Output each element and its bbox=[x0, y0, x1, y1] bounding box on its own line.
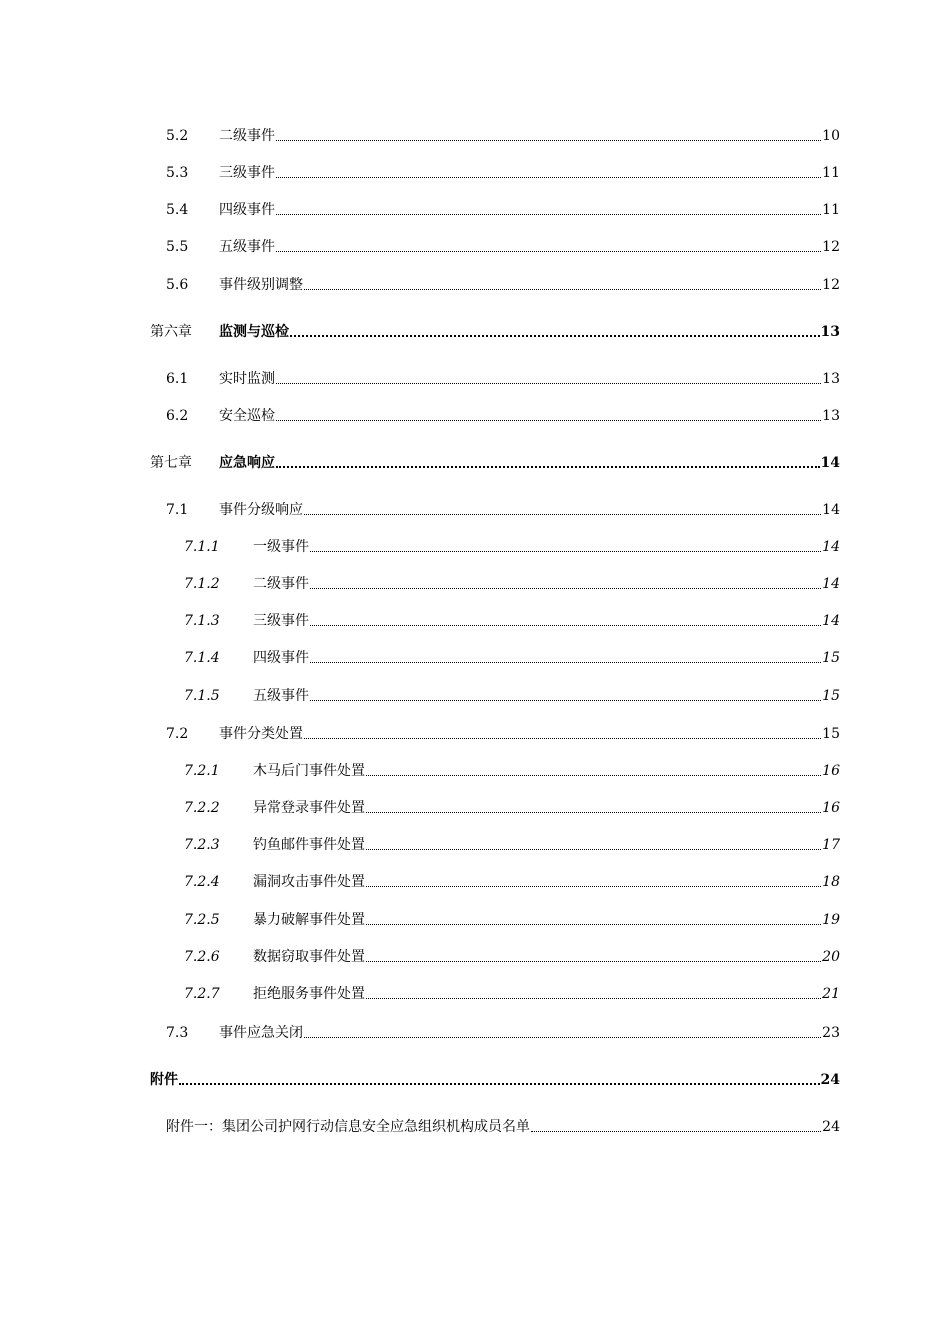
toc-entry-number: 7.1.1 bbox=[184, 539, 220, 555]
dot-leader bbox=[366, 848, 821, 850]
toc-entry[interactable] bbox=[166, 501, 840, 519]
toc-entry-number: 5.4 bbox=[166, 202, 189, 218]
dot-leader bbox=[366, 923, 821, 925]
toc-entry-title: 三级事件 bbox=[219, 165, 275, 181]
toc-entry-title: 应急响应 bbox=[219, 455, 275, 471]
toc-entry-title: 暴力破解事件处置 bbox=[253, 912, 365, 928]
toc-entry-number: 7.2.4 bbox=[184, 874, 220, 890]
toc-entry-page: 16 bbox=[822, 763, 840, 779]
toc-entry-page: 11 bbox=[822, 202, 840, 218]
toc-entry-page: 14 bbox=[822, 613, 840, 629]
toc-entry-number: 7.2.7 bbox=[184, 986, 220, 1002]
toc-entry-number: 7.3 bbox=[166, 1025, 189, 1041]
toc-entry[interactable] bbox=[166, 276, 840, 294]
toc-entry-title: 异常登录事件处置 bbox=[253, 800, 365, 816]
toc-entry[interactable] bbox=[150, 323, 840, 341]
toc-entry-title: 二级事件 bbox=[253, 576, 309, 592]
toc-entry-number: 7.1.3 bbox=[184, 613, 220, 629]
toc-entry-number: 7.2.1 bbox=[184, 763, 220, 779]
toc-entry[interactable] bbox=[184, 836, 840, 854]
dot-leader bbox=[304, 737, 821, 739]
toc-entry-page: 10 bbox=[822, 128, 840, 144]
toc-entry[interactable] bbox=[184, 873, 840, 891]
toc-entry-page: 13 bbox=[822, 408, 840, 424]
toc-entry-number: 7.2.6 bbox=[184, 949, 220, 965]
toc-entry[interactable] bbox=[184, 575, 840, 593]
dot-leader bbox=[290, 334, 820, 337]
dot-leader bbox=[531, 1130, 821, 1132]
toc-entry[interactable] bbox=[184, 911, 840, 929]
toc-entry[interactable] bbox=[184, 538, 840, 556]
toc-entry[interactable] bbox=[184, 649, 840, 667]
toc-entry[interactable] bbox=[184, 687, 840, 705]
dot-leader bbox=[304, 1036, 821, 1038]
dot-leader bbox=[304, 513, 821, 515]
toc-entry-page: 24 bbox=[820, 1072, 840, 1088]
dot-leader bbox=[276, 419, 821, 421]
toc-entry-page: 14 bbox=[822, 539, 840, 555]
toc-entry-page: 14 bbox=[822, 576, 840, 592]
toc-entry-title: 三级事件 bbox=[253, 613, 309, 629]
toc-entry-number: 7.1.2 bbox=[184, 576, 220, 592]
toc-entry-number: 7.2.5 bbox=[184, 912, 220, 928]
toc-entry-title: 安全巡检 bbox=[219, 408, 275, 424]
toc-entry[interactable] bbox=[184, 948, 840, 966]
toc-entry-number: 7.2 bbox=[166, 726, 189, 742]
toc-entry-title: 一级事件 bbox=[253, 539, 309, 555]
toc-entry-title: 漏洞攻击事件处置 bbox=[253, 874, 365, 890]
dot-leader bbox=[276, 465, 820, 468]
toc-entry-page: 20 bbox=[822, 949, 840, 965]
toc-entry-page: 21 bbox=[822, 986, 840, 1002]
toc-entry-page: 15 bbox=[822, 726, 840, 742]
toc-entry-number: 第七章 bbox=[150, 455, 192, 471]
toc-entry-number: 5.3 bbox=[166, 165, 189, 181]
toc-entry[interactable] bbox=[166, 238, 840, 256]
toc-entry-title: 事件分类处置 bbox=[219, 726, 303, 742]
toc-entry-number: 7.2.3 bbox=[184, 837, 220, 853]
dot-leader bbox=[276, 382, 821, 384]
toc-entry-number: 第六章 bbox=[150, 324, 192, 340]
toc-entry-title: 二级事件 bbox=[219, 128, 275, 144]
dot-leader bbox=[276, 213, 821, 215]
dot-leader bbox=[366, 885, 821, 887]
dot-leader bbox=[310, 550, 821, 552]
toc-entry[interactable] bbox=[166, 1118, 840, 1136]
dot-leader bbox=[366, 774, 821, 776]
toc-entry-number: 7.1.4 bbox=[184, 650, 220, 666]
toc-entry[interactable] bbox=[150, 1071, 840, 1089]
toc-entry-page: 11 bbox=[822, 165, 840, 181]
toc-entry-title: 钓鱼邮件事件处置 bbox=[253, 837, 365, 853]
toc-entry-number: 7.1 bbox=[166, 502, 189, 518]
dot-leader bbox=[366, 811, 821, 813]
toc-entry[interactable] bbox=[166, 127, 840, 145]
toc-entry[interactable] bbox=[166, 1024, 840, 1042]
toc-entry[interactable] bbox=[166, 164, 840, 182]
toc-entry[interactable] bbox=[150, 454, 840, 472]
toc-entry-title: 五级事件 bbox=[253, 688, 309, 704]
toc-entry-number: 5.6 bbox=[166, 277, 189, 293]
dot-leader bbox=[366, 997, 821, 999]
toc-entry-number: 6.1 bbox=[166, 371, 189, 387]
toc-entry-page: 15 bbox=[822, 688, 840, 704]
toc-entry[interactable] bbox=[166, 725, 840, 743]
toc-entry-page: 17 bbox=[822, 837, 840, 853]
toc-entry-title: 附件 bbox=[150, 1072, 178, 1088]
toc-entry[interactable] bbox=[184, 612, 840, 630]
toc-entry-page: 16 bbox=[822, 800, 840, 816]
toc-entry-title: 数据窃取事件处置 bbox=[253, 949, 365, 965]
toc-entry-title: 拒绝服务事件处置 bbox=[253, 986, 365, 1002]
dot-leader bbox=[366, 960, 821, 962]
toc-entry-title: 四级事件 bbox=[253, 650, 309, 666]
dot-leader bbox=[276, 139, 821, 141]
toc-entry-page: 15 bbox=[822, 650, 840, 666]
toc-entry-title: 事件应急关闭 bbox=[219, 1025, 303, 1041]
dot-leader bbox=[276, 176, 821, 178]
toc-entry-title: 四级事件 bbox=[219, 202, 275, 218]
dot-leader bbox=[310, 661, 821, 663]
toc-entry-page: 24 bbox=[822, 1119, 840, 1135]
toc-entry-page: 13 bbox=[822, 371, 840, 387]
dot-leader bbox=[276, 250, 821, 252]
toc-entry[interactable] bbox=[166, 201, 840, 219]
toc-entry-page: 14 bbox=[822, 502, 840, 518]
toc-entry[interactable] bbox=[184, 799, 840, 817]
toc-entry-title: 实时监测 bbox=[219, 371, 275, 387]
toc-entry-number: 5.2 bbox=[166, 128, 189, 144]
dot-leader bbox=[310, 587, 821, 589]
toc-entry-number: 7.1.5 bbox=[184, 688, 220, 704]
dot-leader bbox=[310, 624, 821, 626]
dot-leader bbox=[310, 699, 821, 701]
toc-entry[interactable] bbox=[184, 985, 840, 1003]
toc-entry-number: 7.2.2 bbox=[184, 800, 220, 816]
toc-entry-title: 事件级别调整 bbox=[219, 277, 303, 293]
toc-entry-title: 事件分级响应 bbox=[219, 502, 303, 518]
toc-entry-page: 13 bbox=[820, 324, 840, 340]
toc-entry-title: 五级事件 bbox=[219, 239, 275, 255]
toc-entry-number: 6.2 bbox=[166, 408, 189, 424]
toc-entry-title: 监测与巡检 bbox=[219, 324, 289, 340]
toc-entry-page: 12 bbox=[822, 277, 840, 293]
toc-entry-page: 19 bbox=[822, 912, 840, 928]
toc-entry[interactable] bbox=[184, 762, 840, 780]
toc-entry-page: 18 bbox=[822, 874, 840, 890]
toc-entry-title: 附件一：集团公司护网行动信息安全应急组织机构成员名单 bbox=[166, 1119, 530, 1135]
toc-entry[interactable] bbox=[166, 407, 840, 425]
toc-entry-number: 5.5 bbox=[166, 239, 189, 255]
toc-entry[interactable] bbox=[166, 370, 840, 388]
toc-entry-page: 14 bbox=[820, 455, 840, 471]
toc-entry-page: 23 bbox=[822, 1025, 840, 1041]
dot-leader bbox=[304, 288, 821, 290]
toc-entry-title: 木马后门事件处置 bbox=[253, 763, 365, 779]
toc-entry-page: 12 bbox=[822, 239, 840, 255]
dot-leader bbox=[179, 1082, 820, 1085]
